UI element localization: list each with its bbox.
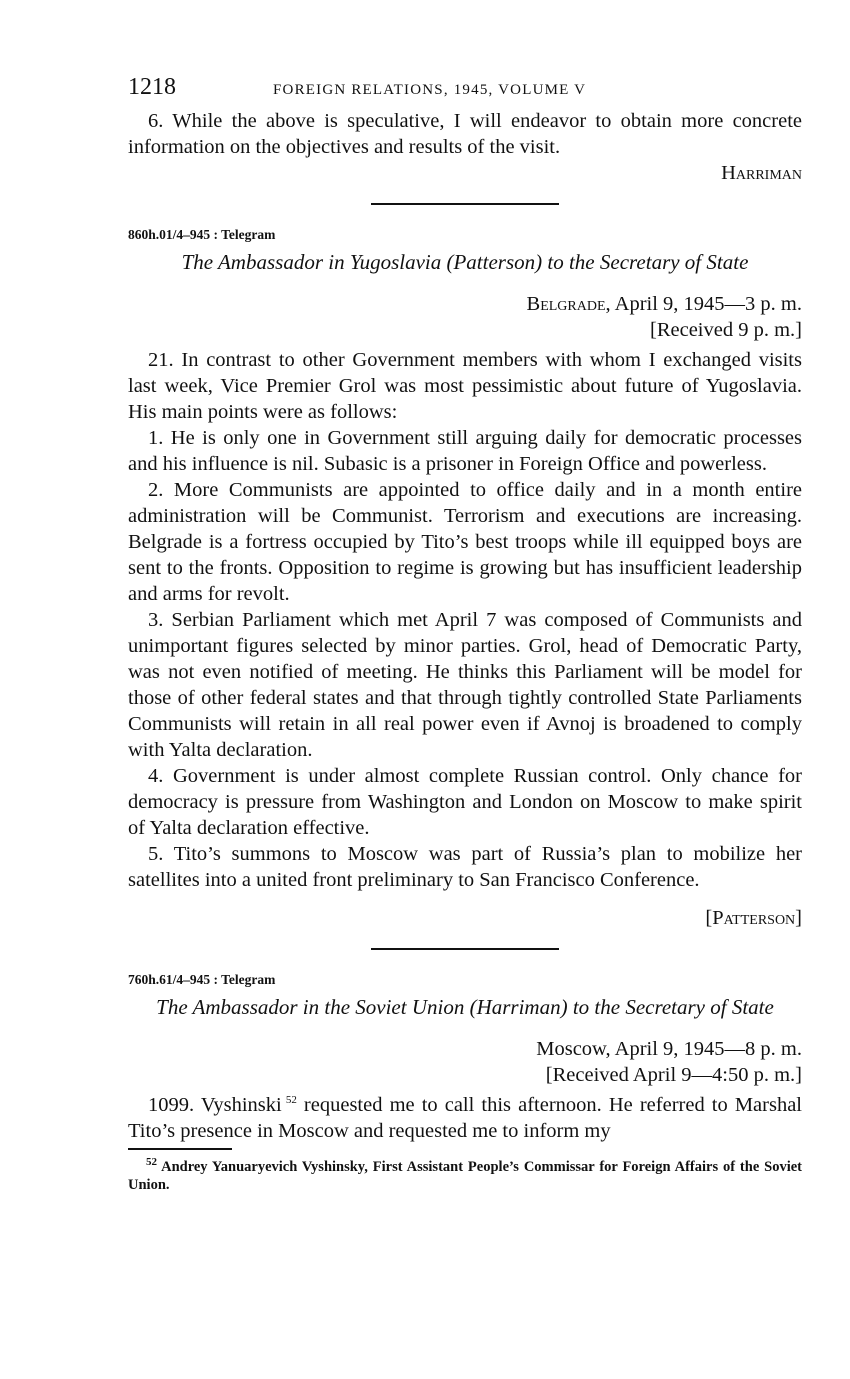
dateline: Moscow, April 9, 1945—8 p. m. <box>536 1038 802 1060</box>
closing-paragraph: 6. While the above is speculative, I will endeavor to obtain more concrete information on the objectives and results of the visit. <box>128 110 802 158</box>
dateline <box>128 291 802 317</box>
document-title: The Ambassador in Yugoslavia (Patterson) to the Secretary of State <box>181 250 749 274</box>
body-paragraph: 4. Government is under almost complete Russian control. Only chance for democracy is pressure from Washington and London on Moscow to make spirit of Yalta declaration effective. <box>128 765 802 839</box>
dateline-date: , April 9, 1945—3 p. m. <box>605 293 802 315</box>
signature-patterson: [Patterson] <box>705 907 802 929</box>
document-title: The Ambassador in the Soviet Union (Harriman) to the Secretary of State <box>156 995 774 1019</box>
signature-harriman: Harriman <box>721 162 802 184</box>
footnote <box>128 1158 802 1194</box>
body-paragraph: 2. More Communists are appointed to office daily and in a month entire administration will be Communist. Terrorism and executions are increasing. Belgrade is a fortress occupied by Tito’s best troops while ill equipped boys are sent to the fronts. Opposition to regime is growing but has insufficient leadership and arms for revolt. <box>128 479 802 605</box>
body-paragraph: 3. Serbian Parliament which met April 7 was composed of Communists and unimportant figures selected by minor parties. Grol, head of Democratic Party, was not even notified of meeting. He thinks this Parliament will be model for those of other federal states and that through tightly controlled State Parliaments Communists will retain in all real power even if Avnoj is broadened to comply with Yalta declaration. <box>128 609 802 761</box>
page-header <box>128 74 802 108</box>
file-reference: 760h.61/4–945 : Telegram <box>128 972 276 987</box>
page-number: 1218 <box>128 74 176 100</box>
dateline-place: Belgrade <box>526 293 606 315</box>
received-line: [Received April 9—4:50 p. m.] <box>545 1064 802 1086</box>
paragraph-start: 1099. Vyshinski <box>148 1094 282 1116</box>
footnote-reference[interactable]: 52 <box>285 1094 297 1107</box>
section-divider <box>371 203 559 205</box>
footnote-marker: 52 <box>146 1156 157 1169</box>
section-divider <box>371 948 559 950</box>
footnote-divider <box>128 1148 232 1150</box>
document-page <box>128 74 802 1194</box>
running-head: FOREIGN RELATIONS, 1945, VOLUME V <box>273 82 587 98</box>
body-paragraph: 1. He is only one in Government still arguing daily for democratic processes and his influence is nil. Subasic is a prisoner in Foreign Office and powerless. <box>128 427 802 475</box>
file-reference: 860h.01/4–945 : Telegram <box>128 227 276 242</box>
footnote-text: Andrey Yanuaryevich Vyshinsky, First Assistant People’s Commissar for Foreign Affairs of the Soviet Union. <box>128 1159 802 1193</box>
paragraph-rest: requested me to call this afternoon. He referred to Marshal Tito’s presence in Moscow and requested me to inform my <box>128 1094 803 1142</box>
body-paragraph <box>128 1092 802 1144</box>
body-paragraph: 21. In contrast to other Government members with whom I exchanged visits last week, Vice Premier Grol was most pessimistic about future of Yugoslavia. His main points were as follows: <box>128 349 802 423</box>
received-line: [Received 9 p. m.] <box>650 319 802 341</box>
body-paragraph: 5. Tito’s summons to Moscow was part of Russia’s plan to mobilize her satellites into a united front preliminary to San Francisco Conference. <box>128 843 802 891</box>
